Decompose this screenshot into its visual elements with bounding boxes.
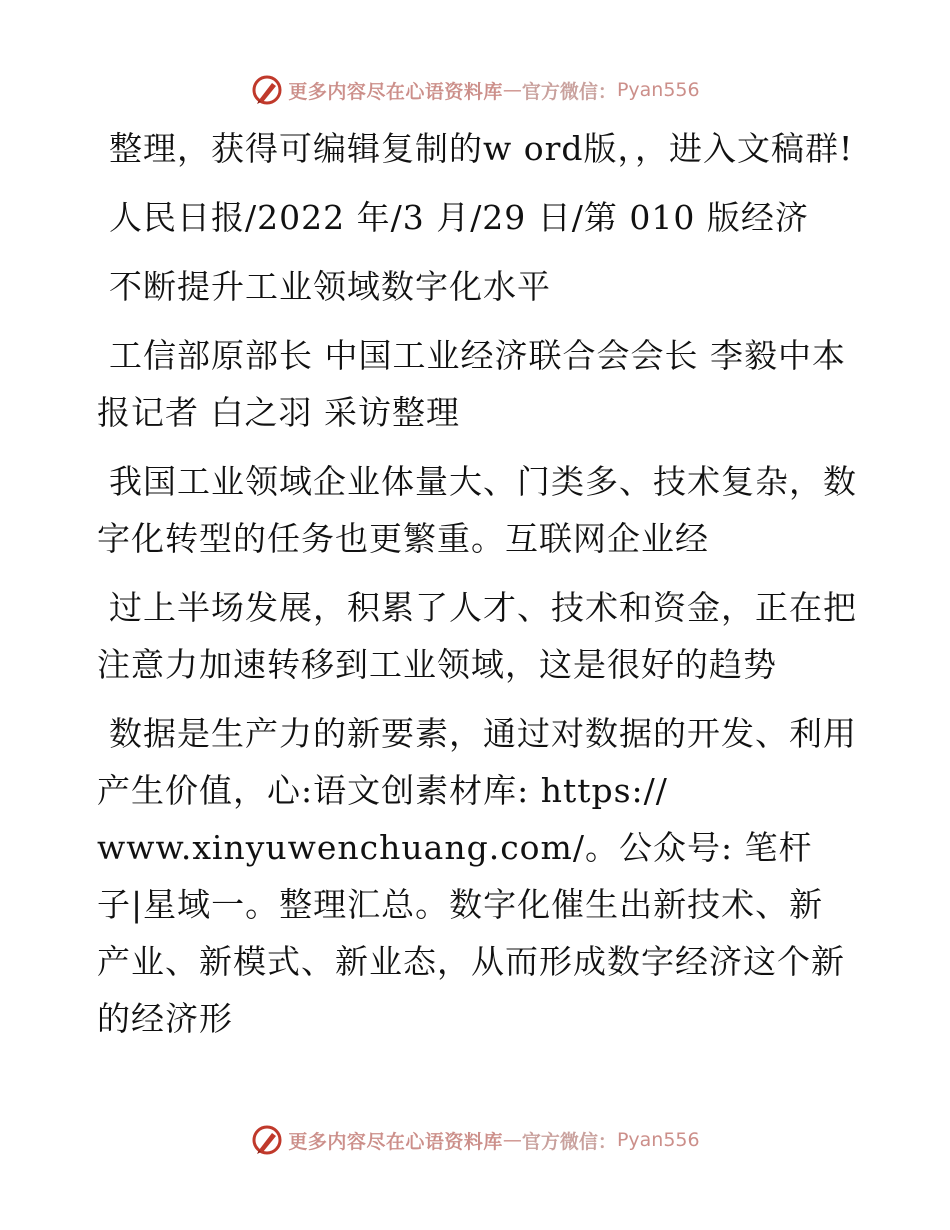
- watermark-wechat-id: Pyan556: [616, 1129, 700, 1151]
- paragraph-body-3: 数据是生产力的新要素，通过对数据的开发、利用产生价值，心:语文创素材库: https:// www.xinyuwenchuang.com/。公众号: 笔杆子|星域一。整理汇总。数字化催生出新技术、新产业、新模式、新业态，从而形成数字经济这个新的经济形: [97, 714, 857, 1038]
- watermark-wechat-label: 官方微信：: [521, 1130, 617, 1153]
- pen-logo-icon: [250, 1123, 284, 1157]
- watermark-separator: —: [502, 1129, 522, 1151]
- footer-watermark: [0, 1122, 950, 1158]
- document-body: [97, 120, 857, 1059]
- paragraph-body-2: 过上半场发展，积累了人才、技术和资金，正在把注意力加速转移到工业领域，这是很好的趋势: [97, 588, 857, 684]
- watermark-title: 更多内容尽在心语资料库: [288, 1130, 503, 1153]
- pen-logo-icon: [250, 73, 284, 107]
- paragraph-byline: 工信部原部长 中国工业经济联合会会长 李毅中本报记者 白之羽 采访整理: [97, 336, 846, 432]
- header-watermark: [0, 72, 950, 108]
- watermark-separator: —: [502, 79, 522, 101]
- watermark-title: 更多内容尽在心语资料库: [288, 80, 503, 103]
- watermark-wechat-id: Pyan556: [616, 79, 700, 101]
- paragraph-source: 人民日报/2022 年/3 月/29 日/第 010 版经济: [109, 198, 809, 237]
- article-title: 不断提升工业领域数字化水平: [109, 267, 551, 306]
- watermark-wechat-label: 官方微信：: [521, 80, 617, 103]
- paragraph-body-1: 我国工业领域企业体量大、门类多、技术复杂，数字化转型的任务也更繁重。互联网企业经: [97, 462, 857, 558]
- paragraph-intro: 整理，获得可编辑复制的w ord版，，进入文稿群!: [109, 129, 854, 168]
